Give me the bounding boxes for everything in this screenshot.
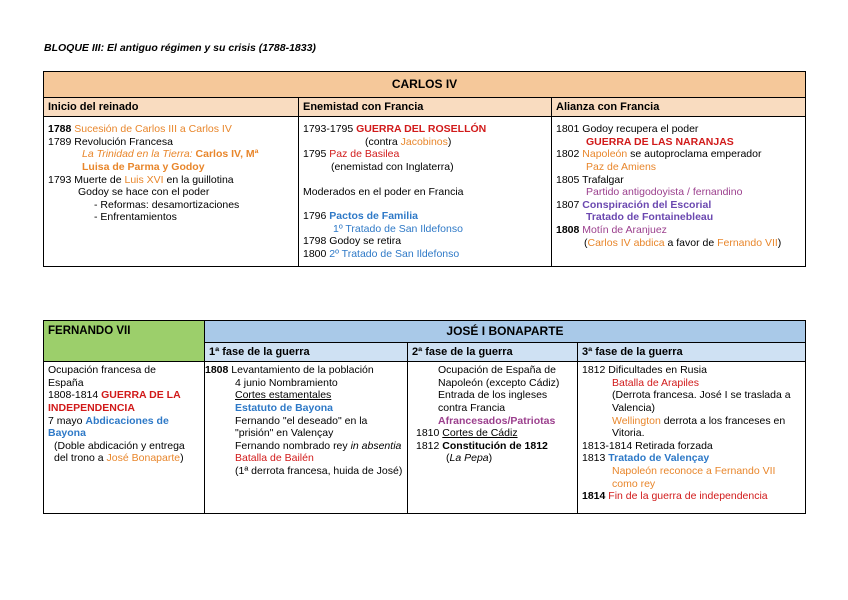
fase-1-cell: 1808 Levantamiento de la población 4 junio Nombramiento Cortes estamentales Estatuto de Bayona Fernando "el deseado" en la "prisión" en Valençay Fernando nombrado rey in absentia Batalla de Bailén (1ª derrota francesa, huida de José) — [205, 362, 408, 514]
alianza-francia-cell: 1801 Godoy recupera el poder GUERRA DE LAS NARANJAS 1802 Napoleón se autoproclama emperador Paz de Amiens 1805 Trafalgar Partido antigodoyista / fernandino 1807 Conspiración del Escorial Tratado de Fontainebleau 1808 Motín de Aranjuez (Carlos IV abdica a favor de Fernando VII) — [552, 117, 806, 267]
fernando-cell: Ocupación francesa de España 1808-1814 GUERRA DE LA INDEPENDENCIA 7 mayo Abdicaciones de Bayona (Doble abdicación y entrega del trono a José Bonaparte) — [44, 362, 205, 514]
inicio-reinado-cell: 1788 Sucesión de Carlos III a Carlos IV 1789 Revolución Francesa La Trinidad en la Tierra: Carlos IV, Mª Luisa de Parma y Godoy 1793 Muerte de Luis XVI en la guillotina Godoy se hace con el poder - Reformas: desamortizaciones - Enfrentamientos — [44, 117, 299, 267]
col-header-enemistad: Enemistad con Francia — [299, 97, 552, 117]
fase-2-header: 2ª fase de la guerra — [408, 342, 578, 362]
fernando-jose-table — [43, 320, 806, 514]
fase-3-header: 3ª fase de la guerra — [578, 342, 806, 362]
fase-2-cell: Ocupación de España de Napoleón (excepto Cádiz) Entrada de los ingleses contra Francia Afrancesados/Patriotas 1810 Cortes de Cádiz 1812 Constitución de 1812 (La Pepa) — [408, 362, 578, 514]
col-header-inicio: Inicio del reinado — [44, 97, 299, 117]
enemistad-francia-cell: 1793-1795 GUERRA DEL ROSELLÓN (contra Jacobinos) 1795 Paz de Basilea (enemistad con Inglaterra) Moderados en el poder en Francia 1796 Pactos de Familia 1º Tratado de San Ildefonso 1798 Godoy se retira 1800 2º Tratado de San Ildefonso — [299, 117, 552, 267]
col-header-alianza: Alianza con Francia — [552, 97, 806, 117]
jose-bonaparte-header: JOSÉ I BONAPARTE — [205, 321, 806, 343]
carlos-iv-header: CARLOS IV — [44, 72, 806, 98]
fase-1-header: 1ª fase de la guerra — [205, 342, 408, 362]
fernando-vii-header: FERNANDO VII — [44, 321, 205, 362]
carlos-iv-table — [43, 71, 806, 267]
document-title: BLOQUE III: El antiguo régimen y su crisis (1788-1833) — [44, 42, 316, 54]
fase-3-cell: 1812 Dificultades en Rusia Batalla de Arapiles (Derrota francesa. José I se traslada a Valencia) Wellington derrota a los franceses en Vitoria. 1813-1814 Retirada forzada 1813 Tratado de Valençay Napoleón reconoce a Fernando VII como rey 1814 Fin de la guerra de independencia — [578, 362, 806, 514]
